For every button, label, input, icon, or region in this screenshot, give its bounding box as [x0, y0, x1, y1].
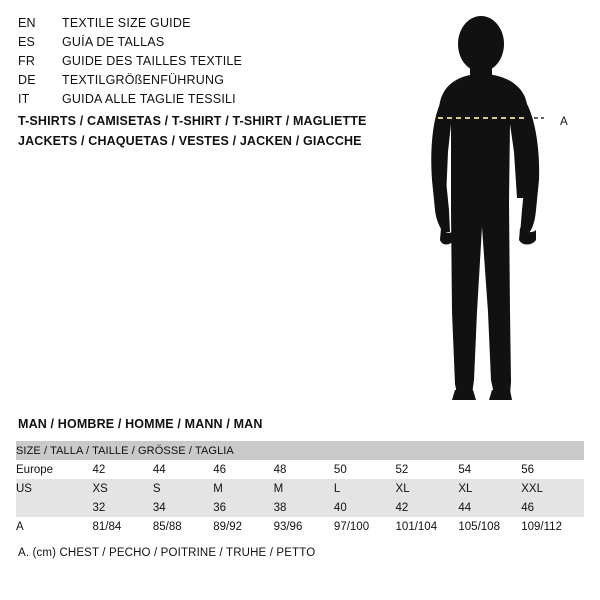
cell: 34	[153, 498, 213, 517]
garment-type-headings	[18, 111, 438, 151]
list-item	[18, 33, 378, 52]
language-title: GUIDE DES TAILLES TEXTILE	[62, 54, 243, 68]
cell: 93/96	[274, 517, 334, 536]
row-label: Europe	[16, 460, 92, 479]
cell: XXL	[521, 479, 584, 498]
cell: 56	[521, 460, 584, 479]
cell: 44	[458, 498, 521, 517]
cell: 32	[92, 498, 152, 517]
language-title: TEXTILE SIZE GUIDE	[62, 16, 191, 30]
row-label: US	[16, 479, 92, 498]
cell: 89/92	[213, 517, 273, 536]
list-item	[18, 71, 378, 90]
language-title: TEXTILGRÖßENFÜHRUNG	[62, 73, 225, 87]
list-item	[18, 52, 378, 71]
cell: 50	[334, 460, 396, 479]
cell: 48	[274, 460, 334, 479]
cell: 36	[213, 498, 273, 517]
garment-line-tshirts: T-SHIRTS / CAMISETAS / T-SHIRT / T-SHIRT / MAGLIETTE	[18, 114, 367, 128]
table-footnote: A. (cm) CHEST / PECHO / POITRINE / TRUHE / PETTO	[18, 547, 316, 559]
language-title: GUIDA ALLE TAGLIE TESSILI	[62, 92, 236, 106]
row-label: A	[16, 517, 92, 536]
cell: M	[274, 479, 334, 498]
cell: 46	[521, 498, 584, 517]
cell: S	[153, 479, 213, 498]
cell: XL	[458, 479, 521, 498]
cell: 97/100	[334, 517, 396, 536]
cell: 109/112	[521, 517, 584, 536]
cell: 42	[92, 460, 152, 479]
table-row	[16, 460, 584, 479]
table-row	[16, 517, 584, 536]
size-table	[16, 441, 584, 536]
list-item	[18, 90, 378, 109]
cell: 44	[153, 460, 213, 479]
language-code: EN	[18, 16, 36, 30]
table-row	[16, 498, 584, 517]
cell: 101/104	[396, 517, 459, 536]
table-header-row	[16, 441, 584, 460]
language-code: IT	[18, 92, 30, 106]
language-title: GUÍA DE TALLAS	[62, 35, 165, 49]
size-header-label: SIZE / TALLA / TAILLE / GRÖSSE / TAGLIA	[16, 441, 584, 460]
cell: 81/84	[92, 517, 152, 536]
cell: 54	[458, 460, 521, 479]
cell: 52	[396, 460, 459, 479]
cell: 42	[396, 498, 459, 517]
cell: 38	[274, 498, 334, 517]
male-figure-illustration	[410, 12, 590, 402]
language-code: DE	[18, 73, 36, 87]
cell: 85/88	[153, 517, 213, 536]
language-list	[18, 14, 378, 109]
cell: L	[334, 479, 396, 498]
cell: M	[213, 479, 273, 498]
row-label	[16, 498, 92, 517]
cell: 105/108	[458, 517, 521, 536]
language-code: ES	[18, 35, 36, 49]
cell: XL	[396, 479, 459, 498]
cell: 46	[213, 460, 273, 479]
table-row	[16, 479, 584, 498]
garment-line-jackets: JACKETS / CHAQUETAS / VESTES / JACKEN / GIACCHE	[18, 134, 362, 148]
language-code: FR	[18, 54, 36, 68]
list-item	[18, 14, 378, 33]
cell: 40	[334, 498, 396, 517]
cell: XS	[92, 479, 152, 498]
measure-label-a: A	[560, 116, 568, 128]
table-section-title: MAN / HOMBRE / HOMME / MANN / MAN	[18, 417, 263, 431]
silhouette-icon	[410, 12, 590, 402]
